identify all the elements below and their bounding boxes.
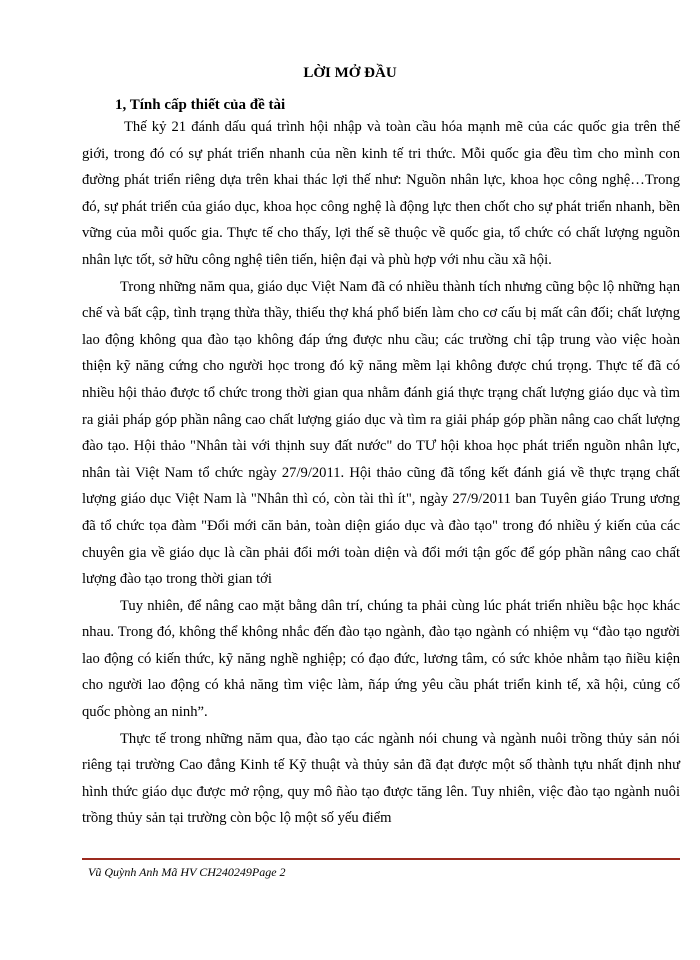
- page-title: LỜI MỞ ĐẦU: [303, 65, 397, 81]
- body-text: [82, 114, 680, 832]
- paragraph-2: Trong những năm qua, giáo dục Việt Nam đã có nhiều thành tích nhưng cũng bộc lộ những hạn chế và bất cập, tình trạng thừa thầy, thiếu thợ khá phổ biến làm cho cơ cấu bị mất cân đối; chất lượng lao động không qua đào tạo không đáp ứng được nhu cầu; các trường chỉ tập trung vào việc hoàn thiện kỹ năng cứng cho người học trong đó kỹ năng mềm lại không được chú trọng. Thực tế đã có nhiều hội thảo được tổ chức trong thời gian qua nhằm đánh giá thực trạng chất lượng giáo dục và tìm ra giải pháp góp phần nâng cao chất lượng giáo dục và tìm ra giải pháp góp phần nâng cao chất lượng đào tạo. Hội thảo "Nhân tài với thịnh suy đất nước" do TƯ hội khoa học phát triển nguồn nhân lực, nhân tài Việt Nam tổ chức ngày 27/9/2011. Hội thảo cũng đã tổng kết đánh giá về thực trạng chất lượng giáo dục Việt Nam là "Nhân thì có, còn tài thì ít", ngày 27/9/2011 ban Tuyên giáo Trung ương đã tổ chức tọa đàm "Đổi mới căn bản, toàn diện giáo dục và đào tạo" trong đó nhiều ý kiến của các chuyên gia về giáo dục là cần phải đổi mới toàn diện và đổi mới tận gốc để góp phần nâng cao chất lượng đào tạo trong thời gian tới: [82, 278, 680, 588]
- paragraph-1: Thế kỷ 21 đánh dấu quá trình hội nhập và toàn cầu hóa mạnh mẽ của các quốc gia trên thế giới, trong đó có sự phát triển nhanh của nền kinh tế tri thức. Mỗi quốc gia đều tìm cho mình con đường phát triển riêng dựa trên khai thác lợi thế như: Nguồn nhân lực, khoa học công nghệ…Trong đó, sự phát triển của giáo dục, khoa học công nghệ là động lực then chốt cho sự phát triển nhanh, bền vững của mỗi quốc gia. Thực tế cho thấy, lợi thế sẽ thuộc về quốc gia, tổ chức có chất lượng nguồn nhân lực tốt, sở hữu công nghệ tiên tiến, hiện đại và phù hợp với nhu cầu xã hội.: [82, 119, 680, 268]
- paragraph-3: Tuy nhiên, để nâng cao mặt bằng dân trí, chúng ta phải cùng lúc phát triển nhiều bậc học khác nhau. Trong đó, không thể không nhắc đến đào tạo ngành, đào tạo ngành có nhiệm vụ “đào tạo người lao động có kiến thức, kỹ năng nghề nghiệp; có đạo đức, lương tâm, có sức khỏe nhằm tạo ñiều kiện cho người lao động có khả năng tìm việc làm, ñáp ứng yêu cầu phát triển kinh tế, xã hội, củng cố quốc phòng an ninh”.: [82, 597, 680, 721]
- footer-divider: [82, 858, 680, 860]
- paragraph-4: Thực tế trong những năm qua, đào tạo các ngành nói chung và ngành nuôi trồng thủy sản nói riêng tại trường Cao đẳng Kinh tế Kỹ thuật và thủy sản đã đạt được một số thành tựu nhất định như hình thức giáo dục được mở rộng, quy mô ñào tạo được tăng lên. Tuy nhiên, việc đào tạo ngành nuôi trồng thủy sản tại trường còn bộc lộ một số yếu điểm: [82, 730, 680, 827]
- page-footer: Vũ Quỳnh Anh Mã HV CH240249Page 2: [88, 865, 286, 879]
- section-heading: 1, Tính cấp thiết của đề tài: [115, 97, 286, 113]
